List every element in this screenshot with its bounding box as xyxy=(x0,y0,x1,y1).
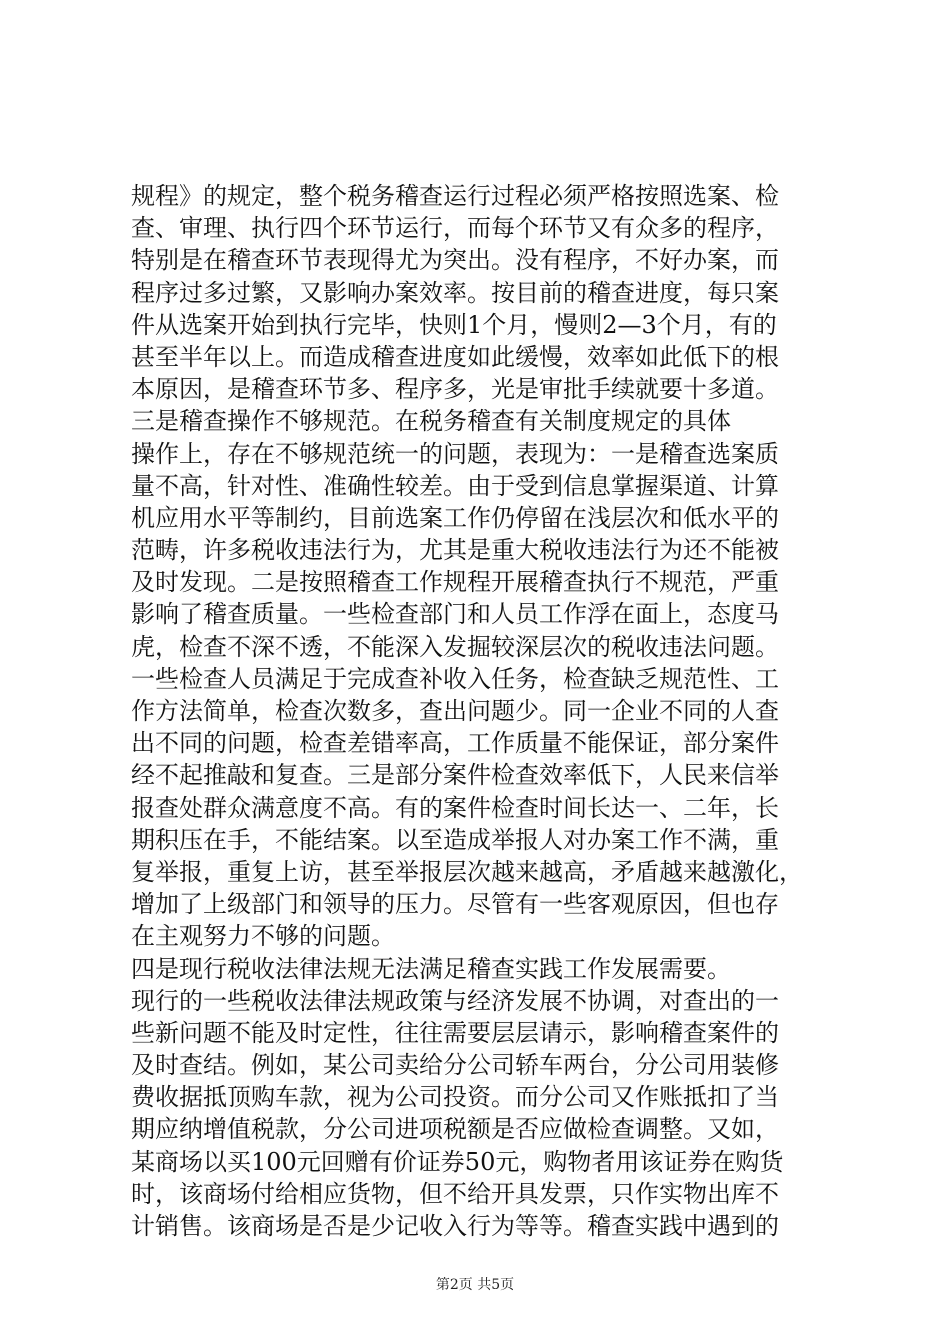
text-line: 规程》的规定，整个税务稽查运行过程必须严格按照选案、检 xyxy=(131,182,779,210)
text-line: 期应纳增值税款，分公司进项税额是否应做检查调整。又如， xyxy=(131,1115,779,1144)
text-line: 操作上，存在不够规范统一的问题，表现为：一是稽查选案质 xyxy=(131,439,779,468)
text-line: 本原因，是稽查环节多、程序多，光是审批手续就要十多道。 xyxy=(131,375,779,404)
text-line: 影响了稽查质量。一些检查部门和人员工作浮在面上，态度马 xyxy=(131,600,779,629)
text-line: 一些检查人员满足于完成查补收入任务，检查缺乏规范性、工 xyxy=(131,664,779,693)
page-number: 第2页 共5页 xyxy=(435,1277,515,1293)
text-line: 增加了上级部门和领导的压力。尽管有一些客观原因，但也存 xyxy=(131,890,779,919)
body-text xyxy=(131,180,831,1242)
text-line: 查、审理、执行四个环节运行，而每个环节又有众多的程序， xyxy=(131,214,779,243)
text-line: 经不起推敲和复查。三是部分案件检查效率低下，人民来信举 xyxy=(131,761,779,790)
text-line: 费收据抵顶购车款，视为公司投资。而分公司又作账抵扣了当 xyxy=(131,1083,779,1112)
text-line: 三是稽查操作不够规范。在税务稽查有关制度规定的具体 xyxy=(131,407,731,436)
text-line: 量不高，针对性、准确性较差。由于受到信息掌握渠道、计算 xyxy=(131,471,779,500)
text-line: 复举报，重复上访，甚至举报层次越来越高，矛盾越来越激化， xyxy=(131,857,803,886)
text-line: 及时查结。例如，某公司卖给分公司轿车两台，分公司用装修 xyxy=(131,1051,779,1080)
text-line: 机应用水平等制约，目前选案工作仍停留在浅层次和低水平的 xyxy=(131,503,779,532)
text-line: 计销售。该商场是否是少记收入行为等等。稽查实践中遇到的 xyxy=(131,1212,779,1240)
text-line: 虎，检查不深不透，不能深入发掘较深层次的税收违法问题。 xyxy=(131,632,779,661)
text-line: 四是现行税收法律法规无法满足稽查实践工作发展需要。 xyxy=(131,954,731,983)
text-line: 程序过多过繁，又影响办案效率。按目前的稽查进度，每只案 xyxy=(131,278,779,307)
text-line: 报查处群众满意度不高。有的案件检查时间长达一、二年，长 xyxy=(131,793,779,822)
text-line: 甚至半年以上。而造成稽查进度如此缓慢，效率如此低下的根 xyxy=(131,342,779,371)
text-line: 出不同的问题，检查差错率高，工作质量不能保证，部分案件 xyxy=(131,729,779,758)
text-line: 期积压在手，不能结案。以至造成举报人对办案工作不满，重 xyxy=(131,825,779,854)
text-line: 时，该商场付给相应货物，但不给开具发票，只作实物出库不 xyxy=(131,1179,779,1208)
text-line: 件从选案开始到执行完毕，快则1个月，慢则2—3个月，有的 xyxy=(131,310,777,339)
text-line: 范畴，许多税收违法行为，尤其是重大税收违法行为还不能被 xyxy=(131,536,779,565)
text-line: 作方法简单，检查次数多，查出问题少。同一企业不同的人查 xyxy=(131,697,779,725)
text-line: 现行的一些税收法律法规政策与经济发展不协调，对查出的一 xyxy=(131,986,779,1015)
text-line: 在主观努力不够的问题。 xyxy=(131,922,395,951)
text-line: 些新问题不能及时定性，往往需要层层请示，影响稽查案件的 xyxy=(131,1018,779,1047)
text-line: 某商场以买100元回赠有价证券50元，购物者用该证券在购货 xyxy=(131,1147,784,1176)
text-line: 及时发现。二是按照稽查工作规程开展稽查执行不规范，严重 xyxy=(131,568,779,597)
text-line: 特别是在稽查环节表现得尤为突出。没有程序，不好办案，而 xyxy=(131,246,779,275)
